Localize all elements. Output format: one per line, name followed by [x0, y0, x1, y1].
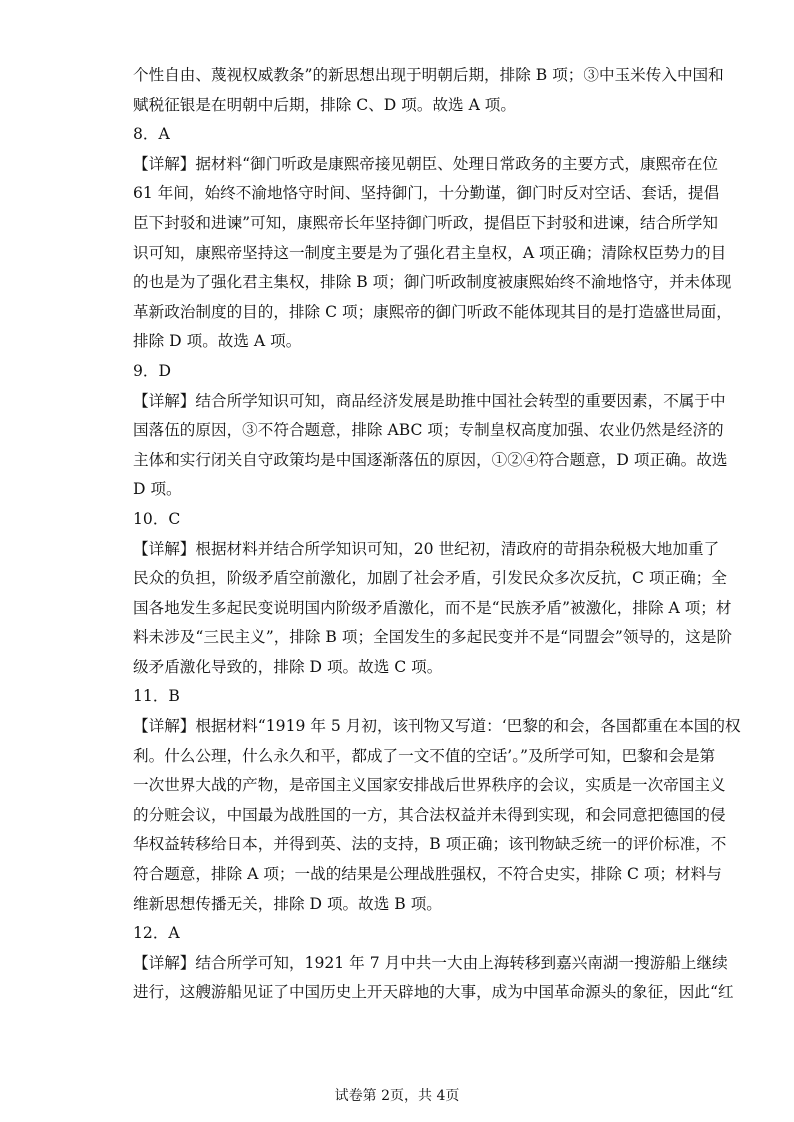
explanation-line: 料未涉及“三民主义”，排除 B 项；全国发生的多起民变并不是“同盟会”领导的，这是阶 [133, 628, 733, 647]
explanation-line: 的也是为了强化君主集权，排除 B 项；御门听政制度被康熙始终不渝地恪守，并未体现 [133, 273, 732, 292]
explanation-line: 61 年间，始终不渝地恪守时间、坚持御门，十分勤谨，御门时反对空话、套话，提倡 [133, 184, 720, 203]
explanation-line: 维新思想传播无关，排除 D 项。故选 B 项。 [133, 894, 442, 913]
explanation-line: 【详解】根据材料“1919 年 5 月初，该刊物又写道：‘巴黎的和会，各国都重在本国的权 [133, 717, 741, 736]
explanation-line: 利。什么公理，什么永久和平，都成了一文不值的空话’。”及所学可知，巴黎和会是第 [133, 746, 716, 765]
question-answer-heading: 11．B [133, 687, 180, 706]
answer-explanations [133, 61, 741, 1008]
explanation-line: 【详解】结合所学可知，1921 年 7 月中共一大由上海转移到嘉兴南湖一搜游船上继续 [133, 953, 728, 972]
question-answer-heading: 10．C [133, 509, 181, 528]
explanation-line: 华权益转移给日本，并得到英、法的支持，B 项正确；该刊物缺乏统一的评价标准，不 [133, 835, 727, 854]
question-answer-heading: 9．D [133, 361, 172, 380]
explanation-line: 【详解】根据材料并结合所学知识可知，20 世纪初，清政府的苛捐杂税极大地加重了 [133, 539, 720, 558]
explanation-line: 【详解】据材料“御门听政是康熙帝接见朝臣、处理日常政务的主要方式，康熙帝在位 [133, 154, 718, 173]
explanation-line: 进行，这艘游船见证了中国历史上开天辟地的大事，成为中国革命源头的象征，因此“红 [133, 983, 734, 1002]
explanation-line: 赋税征银是在明朝中后期，排除 C、D 项。故选 A 项。 [133, 95, 516, 114]
explanation-line: 国各地发生多起民变说明国内阶级矛盾激化，而不是“民族矛盾”被激化，排除 A 项；材 [133, 598, 732, 617]
page-footer: 试卷第 2页，共 4页 [334, 1088, 460, 1104]
explanation-line: 识可知，康熙帝坚持这一制度主要是为了强化君主皇权，A 项正确；清除权臣势力的目 [133, 243, 727, 262]
explanation-line: 【详解】结合所学知识可知，商品经济发展是助推中国社会转型的重要因素，不属于中 [133, 391, 726, 410]
explanation-line: 个性自由、蔑视权威教条”的新思想出现于明朝后期，排除 B 项；③中玉米传入中国和 [133, 66, 724, 84]
explanation-line: 国落伍的原因，③不符合题意，排除 ABC 项；专制皇权高度加强、农业仍然是经济的 [133, 421, 724, 440]
explanation-line: 的分赃会议，中国最为战胜国的一方，其合法权益并未得到实现，和会同意把德国的侵 [133, 805, 726, 824]
question-answer-heading: 8．A [133, 125, 170, 144]
explanation-line: 级矛盾激化导致的，排除 D 项。故选 C 项。 [133, 657, 443, 676]
explanation-line: 主体和实行闭关自守政策均是中国逐渐落伍的原因，①②④符合题意，D 项正确。故选 [133, 450, 728, 469]
explanation-line: 民众的负担，阶级矛盾空前激化，加剧了社会矛盾，引发民众多次反抗，C 项正确；全 [133, 569, 727, 588]
explanation-line: 臣下封驳和进谏”可知，康熙帝长年坚持御门听政，提倡臣下封驳和进谏，结合所学知 [133, 213, 718, 232]
question-answer-heading: 12．A [133, 924, 180, 943]
explanation-line: 一次世界大战的产物，是帝国主义国家安排战后世界秩序的会议，实质是一次帝国主义 [133, 776, 726, 795]
explanation-line: 排除 D 项。故选 A 项。 [133, 332, 302, 351]
explanation-line: 符合题意，排除 A 项；一战的结果是公理战胜强权，不符合史实，排除 C 项；材料与 [133, 865, 722, 884]
explanation-line: D 项。 [133, 480, 182, 499]
explanation-line: 革新政治制度的目的，排除 C 项；康熙帝的御门听政不能体现其目的是打造盛世局面， [133, 302, 732, 321]
